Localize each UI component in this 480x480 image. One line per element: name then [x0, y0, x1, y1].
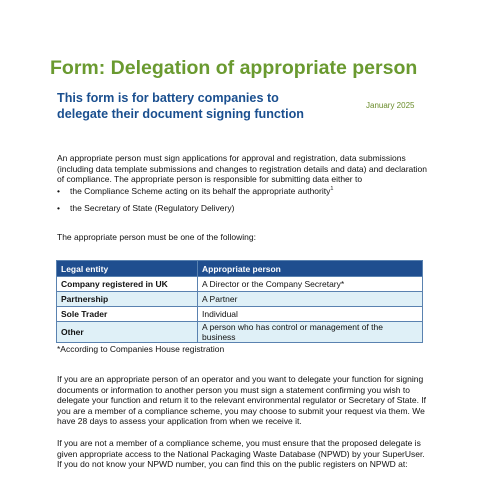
- table-row: [57, 292, 423, 307]
- bullet-icon: •: [57, 203, 60, 213]
- page-title: Form: Delegation of appropriate person: [50, 57, 418, 79]
- table-row: [57, 307, 423, 322]
- table-cell: Other: [57, 322, 198, 343]
- header-appropriate-person: Appropriate person: [198, 261, 423, 277]
- table-cell: A person who has control or management of the business: [198, 322, 423, 343]
- appropriate-person-table: [56, 260, 423, 343]
- table-cell: Partnership: [57, 292, 198, 307]
- header-legal-entity: Legal entity: [57, 261, 198, 277]
- bullet-text: the Compliance Scheme acting on its behalf the appropriate authority: [70, 186, 331, 196]
- form-subtitle: This form is for battery companies to delegate their document signing function: [57, 91, 304, 121]
- npwd-paragraph: If you are not a member of a compliance scheme, you must ensure that the proposed delegate is given appropriate access to the National Packaging Waste Database (NPWD) by your SuperUser. If you do not know your NPWD number, you can find this on the public registers on NPWD at:: [57, 438, 425, 470]
- table-cell: Sole Trader: [57, 307, 198, 322]
- table-cell: Individual: [198, 307, 423, 322]
- table-cell: Company registered in UK: [57, 277, 198, 292]
- footnote-marker: 1: [330, 186, 334, 193]
- table-row: [57, 277, 423, 292]
- intro-paragraph: An appropriate person must sign applications for approval and registration, data submissions (including data template submissions and changes to registration details and data) and declaration of compliance. The appropriate person is responsible for submitting data either to: [57, 153, 427, 185]
- delegation-paragraph: If you are an appropriate person of an operator and you want to delegate your function for signing documents or information to another person you must sign a statement confirming you wish to delegate your function and return it to the relevant environmental regulator or Secretary of State. If you are a member of a compliance scheme, you may choose to submit your request via them. We have 28 days to assess your application from when we receive it.: [57, 374, 427, 427]
- table-row: [57, 322, 423, 343]
- table-cell: A Director or the Company Secretary*: [198, 277, 423, 292]
- table-intro: The appropriate person must be one of the following:: [57, 232, 256, 242]
- bullet-icon: •: [57, 186, 60, 196]
- bullet-text: the Secretary of State (Regulatory Delivery): [70, 203, 235, 213]
- table-footnote: *According to Companies House registration: [57, 344, 225, 354]
- publication-date: January 2025: [366, 101, 415, 110]
- table-cell: A Partner: [198, 292, 423, 307]
- table-header-row: [57, 261, 423, 277]
